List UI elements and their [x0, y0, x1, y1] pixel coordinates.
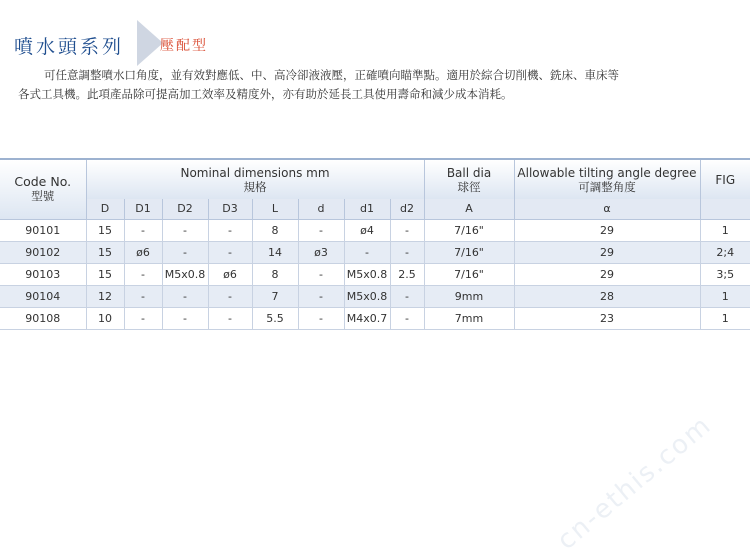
table-cell: M5x0.8	[344, 263, 390, 285]
ball-header-en: Ball dia	[446, 165, 492, 180]
table-cell: 10	[86, 307, 124, 329]
ball-dia-header	[424, 159, 514, 199]
table-cell: -	[344, 241, 390, 263]
table-cell: M5x0.8	[344, 285, 390, 307]
table-cell: -	[124, 219, 162, 241]
table-cell: 7	[252, 285, 298, 307]
table-cell: 5.5	[252, 307, 298, 329]
table-cell: -	[390, 241, 424, 263]
table-cell: 9mm	[424, 285, 514, 307]
page-header	[14, 20, 254, 66]
table-cell: -	[298, 285, 344, 307]
code-no-cell: 90104	[0, 285, 86, 307]
table-cell: 7/16"	[424, 241, 514, 263]
code-no-cell: 90101	[0, 219, 86, 241]
table-cell: -	[162, 241, 208, 263]
tilt-angle-header	[514, 159, 700, 199]
table-cell: 1	[700, 307, 750, 329]
sub-header-D3: D3	[208, 199, 252, 219]
table-cell: -	[390, 285, 424, 307]
sub-header-A: A	[424, 199, 514, 219]
table-cell: -	[208, 307, 252, 329]
table-cell: 1	[700, 285, 750, 307]
table-cell: -	[124, 263, 162, 285]
table-cell: ø6	[208, 263, 252, 285]
table-cell: 15	[86, 263, 124, 285]
table-cell: -	[390, 307, 424, 329]
table-cell: 14	[252, 241, 298, 263]
table-cell: ø6	[124, 241, 162, 263]
table-cell: 12	[86, 285, 124, 307]
table-cell: 3;5	[700, 263, 750, 285]
table-cell: ø4	[344, 219, 390, 241]
description-line-2: 各式工具機。此項產品除可提高加工效率及精度外，亦有助於延長工具使用壽命和減少成本消耗。	[18, 87, 513, 101]
table-row	[0, 307, 750, 329]
table-cell: M4x0.7	[344, 307, 390, 329]
description-line-1: 可任意調整噴水口角度，並有效對應低、中、高冷卻液液壓，正確噴向瞄準點。適用於綜合切削機、銑床、車床等	[44, 68, 619, 82]
table-cell: 2;4	[700, 241, 750, 263]
code-no-cell: 90103	[0, 263, 86, 285]
table-cell: 7/16"	[424, 219, 514, 241]
table-cell: -	[208, 219, 252, 241]
table-cell: 7mm	[424, 307, 514, 329]
watermark: cn-ethis.com	[551, 409, 718, 556]
table-cell: -	[162, 219, 208, 241]
table-cell: 7/16"	[424, 263, 514, 285]
code-no-header	[0, 159, 86, 219]
table-cell: -	[162, 285, 208, 307]
table-cell: 28	[514, 285, 700, 307]
table-cell: -	[390, 219, 424, 241]
product-description	[18, 66, 708, 104]
table-cell: 2.5	[390, 263, 424, 285]
sub-header-fig	[700, 199, 750, 219]
ball-header-zh: 球徑	[457, 179, 481, 194]
table-cell: -	[298, 307, 344, 329]
sub-header-D1: D1	[124, 199, 162, 219]
fig-header: FIG	[700, 159, 750, 199]
table-cell: 29	[514, 241, 700, 263]
table-cell: 15	[86, 219, 124, 241]
spec-table-body	[0, 219, 750, 329]
angle-header-zh: 可調整角度	[578, 179, 636, 194]
sub-header-alpha: α	[514, 199, 700, 219]
table-cell: 8	[252, 219, 298, 241]
table-cell: 29	[514, 263, 700, 285]
table-cell: M5x0.8	[162, 263, 208, 285]
code-no-cell: 90102	[0, 241, 86, 263]
table-row	[0, 241, 750, 263]
table-row	[0, 285, 750, 307]
sub-header-d2: d2	[390, 199, 424, 219]
table-cell: ø3	[298, 241, 344, 263]
sub-header-L: L	[252, 199, 298, 219]
table-cell: -	[162, 307, 208, 329]
angle-header-en: Allowable tilting angle degree	[517, 165, 697, 180]
code-no-cell: 90108	[0, 307, 86, 329]
table-cell: 29	[514, 219, 700, 241]
table-cell: -	[124, 285, 162, 307]
table-cell: -	[208, 241, 252, 263]
sub-header-d: d	[298, 199, 344, 219]
table-cell: -	[208, 285, 252, 307]
page-title: 噴水頭系列	[14, 36, 125, 58]
table-cell: 23	[514, 307, 700, 329]
nominal-dimensions-header	[86, 159, 424, 199]
table-cell: -	[124, 307, 162, 329]
code-no-header-zh: 型號	[31, 189, 55, 204]
sub-header-d1: d1	[344, 199, 390, 219]
code-no-header-en: Code No.	[14, 174, 72, 190]
page-subtitle: 壓配型	[160, 38, 208, 54]
table-cell: -	[298, 219, 344, 241]
table-cell: 1	[700, 219, 750, 241]
table-cell: 8	[252, 263, 298, 285]
sub-header-D: D	[86, 199, 124, 219]
sub-header-D2: D2	[162, 199, 208, 219]
table-row	[0, 263, 750, 285]
nominal-header-zh: 規格	[243, 179, 267, 194]
spec-table	[0, 158, 750, 330]
table-cell: 15	[86, 241, 124, 263]
table-cell: -	[298, 263, 344, 285]
nominal-header-en: Nominal dimensions mm	[180, 165, 330, 180]
table-row	[0, 219, 750, 241]
